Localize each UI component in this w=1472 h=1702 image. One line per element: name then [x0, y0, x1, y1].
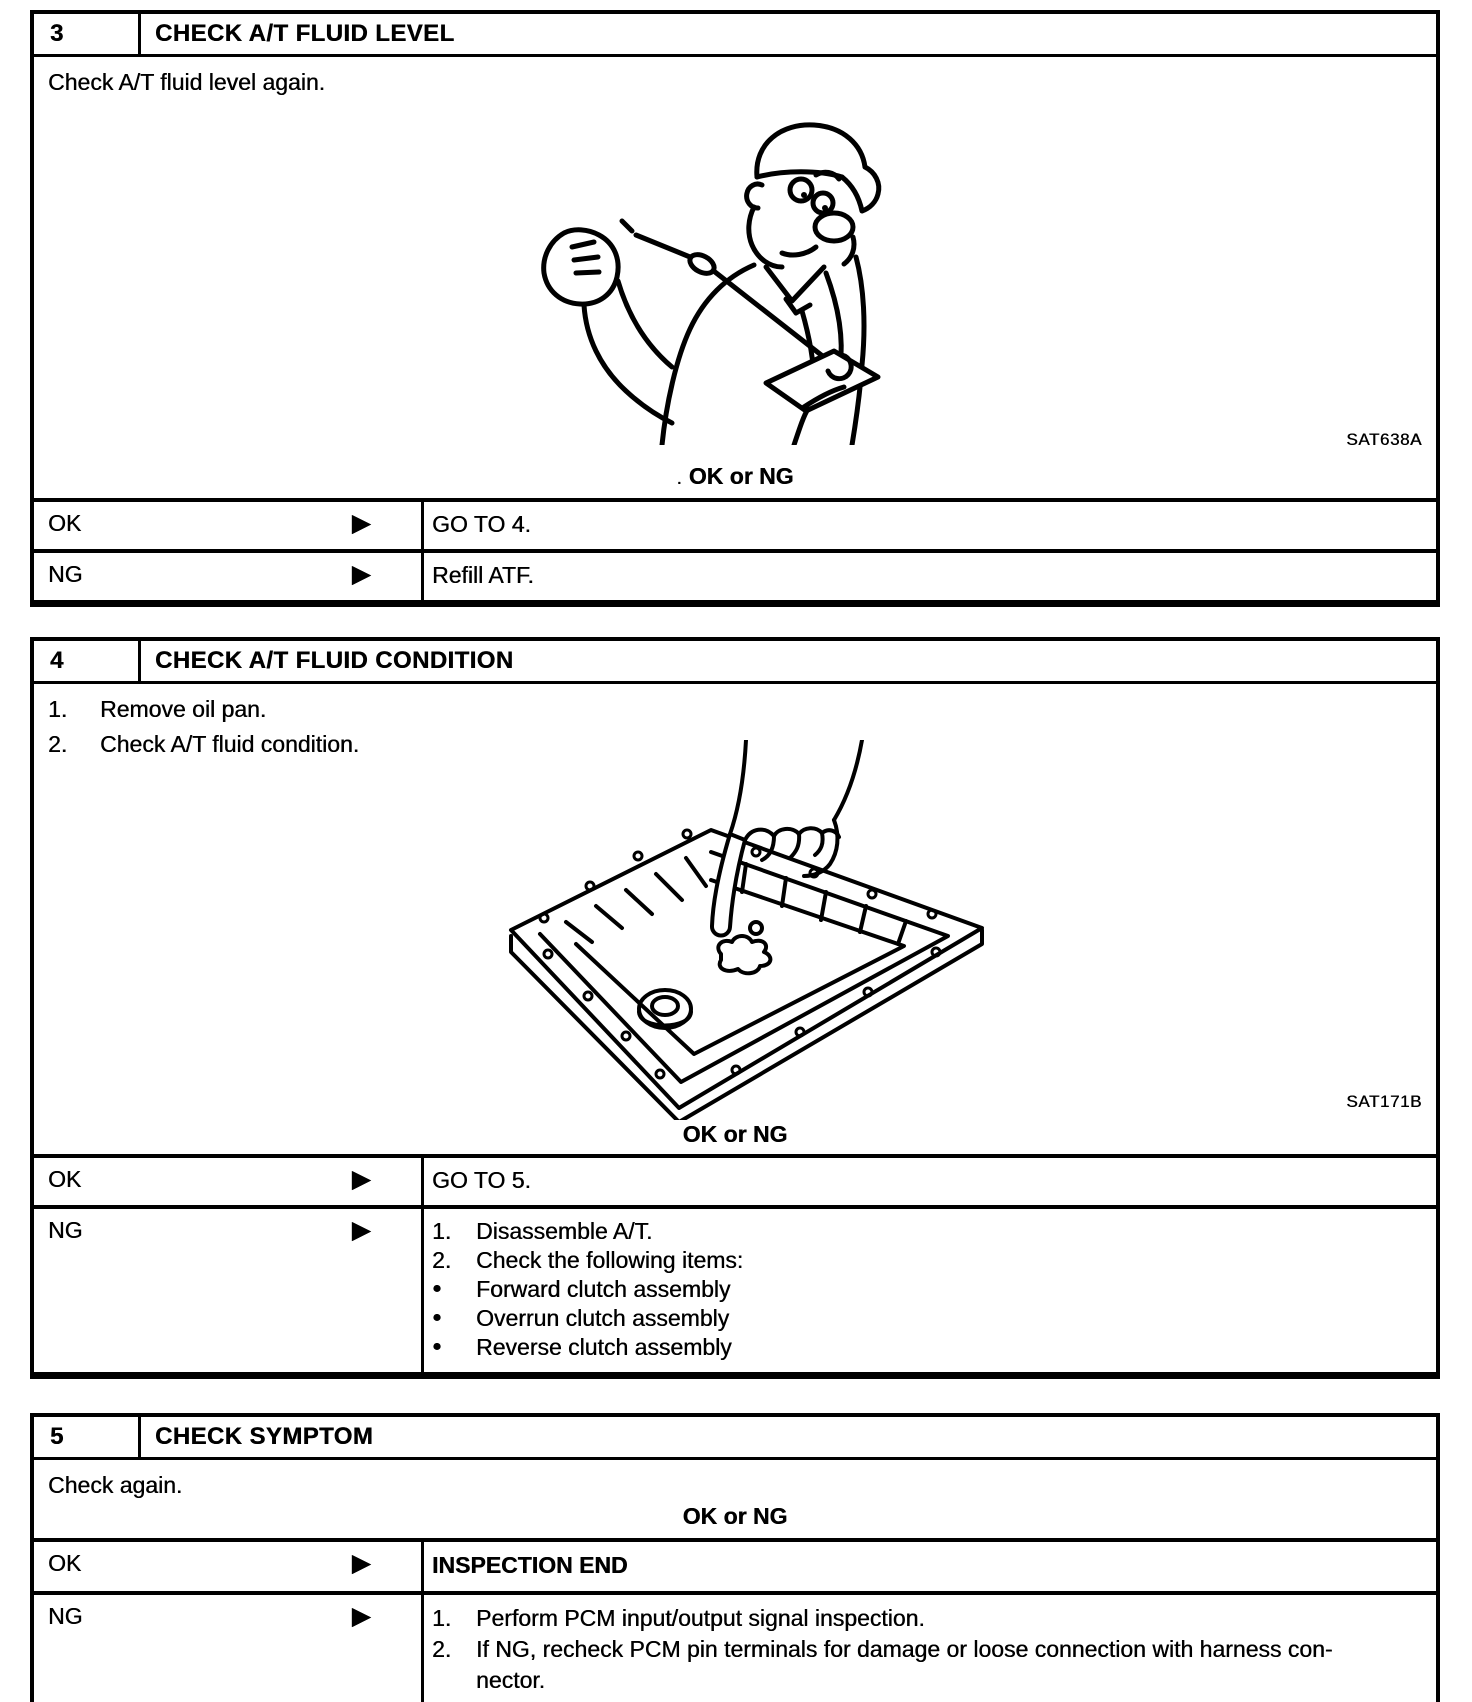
list-marker: 2. — [432, 1636, 452, 1662]
action-text: Forward clutch assembly — [476, 1276, 731, 1302]
list-marker — [432, 1665, 476, 1696]
result-cell — [34, 1158, 424, 1205]
figure-code: SAT171B — [1346, 1092, 1422, 1111]
result-cell — [34, 1542, 424, 1591]
step-number — [34, 1417, 141, 1457]
action-cell — [424, 1542, 1436, 1591]
step-number — [34, 641, 141, 681]
result-row-ng — [34, 1205, 1436, 1372]
list-marker: 2. — [48, 731, 68, 757]
result-row-ok — [34, 1538, 1436, 1591]
result-row-ok — [34, 1154, 1436, 1205]
result-row-ng — [34, 549, 1436, 600]
list-marker: 2. — [432, 1247, 452, 1273]
dipstick-check-illustration — [504, 115, 944, 445]
result-label: NG — [48, 561, 83, 587]
instruction-text: Remove oil pan. — [100, 696, 267, 722]
decision-text: OK or NG — [688, 463, 794, 489]
action-cell — [424, 502, 1436, 549]
step-number — [34, 14, 141, 54]
list-marker: 1. — [432, 1605, 452, 1631]
bullet-icon: ● — [432, 1338, 442, 1355]
bullet-icon: ● — [432, 1309, 442, 1326]
action-text: Refill ATF. — [432, 562, 534, 588]
result-label: OK — [48, 510, 82, 536]
action-cell — [424, 1595, 1436, 1702]
action-text: Perform PCM input/output signal inspection. — [476, 1605, 925, 1631]
result-arrow-icon: ▶ — [351, 1216, 371, 1244]
decision-label — [34, 463, 1436, 490]
action-cell — [424, 1209, 1436, 1372]
step-3-table — [30, 10, 1440, 607]
step-title: CHECK A/T FLUID CONDITION — [155, 647, 514, 674]
result-arrow-icon: ▶ — [351, 560, 371, 588]
step-instructions — [48, 1468, 182, 1503]
decision-label — [34, 1503, 1436, 1530]
action-cell — [424, 553, 1436, 600]
action-text: If NG, recheck PCM pin terminals for damage or loose connection with harness con- — [476, 1636, 1333, 1662]
instruction-text: Check A/T fluid condition. — [100, 731, 360, 757]
instruction-text: Check again. — [48, 1472, 183, 1498]
decision-text: OK or NG — [682, 1121, 788, 1147]
result-label: OK — [48, 1550, 82, 1576]
step-number-text: 4 — [50, 647, 64, 674]
step-5-body — [34, 1460, 1436, 1538]
step-number-text: 5 — [50, 1423, 64, 1450]
instruction-text: Check A/T fluid level again. — [48, 69, 326, 95]
bullet-icon: ● — [432, 1280, 442, 1297]
result-row-ok — [34, 498, 1436, 549]
action-text: GO TO 5. — [432, 1167, 531, 1193]
result-arrow-icon: ▶ — [351, 1602, 371, 1630]
result-cell — [34, 553, 424, 600]
result-cell — [34, 502, 424, 549]
stray-period-mark: . — [676, 468, 682, 489]
list-marker: 1. — [48, 696, 68, 722]
action-text: Check the following items: — [476, 1247, 744, 1273]
result-label: OK — [48, 1166, 82, 1192]
decision-label — [34, 1121, 1436, 1148]
step-3-body — [34, 57, 1436, 498]
result-label: NG — [48, 1603, 83, 1629]
step-title: CHECK A/T FLUID LEVEL — [155, 20, 455, 47]
action-text: nector. — [476, 1667, 546, 1693]
step-instructions — [48, 692, 359, 762]
list-marker: 1. — [432, 1218, 452, 1244]
step-5-header — [34, 1417, 1436, 1460]
result-arrow-icon: ▶ — [351, 1549, 371, 1577]
action-cell — [424, 1158, 1436, 1205]
step-4-table — [30, 637, 1440, 1379]
result-row-ng — [34, 1591, 1436, 1702]
figure-code: SAT638A — [1346, 430, 1422, 449]
result-arrow-icon: ▶ — [351, 1165, 371, 1193]
result-cell — [34, 1595, 424, 1702]
result-arrow-icon: ▶ — [351, 509, 371, 537]
action-text: Disassemble A/T. — [476, 1218, 653, 1244]
action-text: Overrun clutch assembly — [476, 1305, 730, 1331]
step-4-body — [34, 684, 1436, 1154]
step-3-header — [34, 14, 1436, 57]
step-4-header — [34, 641, 1436, 684]
step-instructions — [48, 65, 325, 100]
action-text: GO TO 4. — [432, 511, 531, 537]
step-5-table — [30, 1413, 1440, 1702]
decision-text: OK or NG — [682, 1503, 788, 1529]
action-text: INSPECTION END — [432, 1552, 628, 1578]
action-text: Reverse clutch assembly — [476, 1334, 732, 1360]
step-number-text: 3 — [50, 20, 64, 47]
oil-pan-illustration — [444, 740, 1004, 1120]
result-cell — [34, 1209, 424, 1372]
result-label: NG — [48, 1217, 83, 1243]
step-title: CHECK SYMPTOM — [155, 1423, 374, 1450]
